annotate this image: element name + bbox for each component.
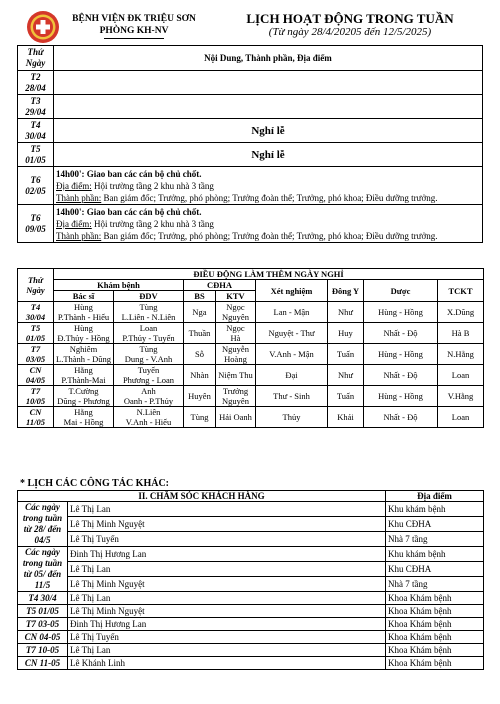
location-cell: Khoa Khám bệnh [386, 644, 484, 657]
ddv-cell [114, 365, 184, 386]
care-body [18, 502, 484, 670]
day-cell [18, 302, 54, 323]
ktv-cell-line1: Ngọc [226, 323, 245, 333]
location-text: Hội trường tầng 2 khu nhà 3 tầng [91, 180, 214, 191]
ddv-cell-line1: N.Liên [136, 407, 161, 417]
bac-si-cell-line1: T.Cường [68, 386, 99, 396]
day-cell-line2: 04/05 [25, 375, 46, 385]
col-dong-y: Đông Y [328, 280, 364, 302]
xet-nghiem-cell: Thư - Sinh [256, 386, 328, 407]
roster-title: ĐIỀU ĐỘNG LÀM THÊM NGÀY NGHỈ [54, 269, 484, 280]
day-cell-line2: 01/05 [25, 333, 46, 343]
group-cdha: CĐHA [184, 280, 256, 291]
bac-si-cell [54, 344, 114, 365]
ddv-cell-line1: Tùng [139, 344, 158, 354]
care-row [18, 517, 484, 532]
day-cell [18, 167, 54, 205]
duoc-cell: Hùng - Hồng [364, 302, 438, 323]
ddv-cell [114, 344, 184, 365]
bac-si-cell-line2: P.Thành - Hiếu [57, 312, 110, 322]
ddv-cell [114, 323, 184, 344]
participants-label: Thành phần: [56, 192, 102, 203]
duoc-cell: Nhất - Độ [364, 365, 438, 386]
date-label: 30/04 [25, 130, 46, 141]
day-cell [18, 71, 54, 95]
day-cell [18, 323, 54, 344]
location-cell: Khoa Khám bệnh [386, 592, 484, 605]
staff-name-cell: Lê Thị Lan [68, 562, 386, 577]
dong-y-cell: Như [328, 365, 364, 386]
ddv-cell-line2: P.Thủy - Tuyến [122, 333, 175, 343]
care-row [18, 631, 484, 644]
activity-time: 14h00': Giao ban các cán bộ chủ chốt. [56, 206, 202, 217]
bac-si-cell-line2: Đ.Thủy - Hồng [57, 333, 110, 343]
col-section-header: II. CHĂM SÓC KHÁCH HÀNG [18, 491, 386, 502]
tckt-cell: X.Dũng [438, 302, 484, 323]
hospital-logo [26, 10, 60, 44]
day-cell [18, 386, 54, 407]
bac-si-cell [54, 407, 114, 428]
ktv-cell [216, 344, 256, 365]
ktv-cell: Hải Oanh [216, 407, 256, 428]
date-cell: T7 03-05 [18, 618, 68, 631]
bac-si-cell [54, 323, 114, 344]
ktv-cell [216, 386, 256, 407]
duoc-cell: Nhất - Độ [364, 407, 438, 428]
care-row [18, 592, 484, 605]
location-text: Hội trường tầng 2 khu nhà 3 tầng [91, 218, 214, 229]
group-kham-benh: Khám bệnh [54, 280, 184, 291]
bs-cell: Huyên [184, 386, 216, 407]
location-label: Địa điểm: [56, 218, 92, 229]
sub-bs: BS [184, 291, 216, 302]
col-duoc: Dược [364, 280, 438, 302]
bac-si-cell [54, 386, 114, 407]
care-row [18, 618, 484, 631]
location-cell: Nhà 7 tầng [386, 532, 484, 547]
roster-row [18, 344, 484, 365]
ddv-cell-line2: Phương - Loan [122, 375, 175, 385]
location-cell: Khu khám bệnh [386, 502, 484, 517]
day-cell-line2: 11/05 [26, 417, 45, 427]
bs-cell: Tùng [184, 407, 216, 428]
staff-name-cell: Lê Thị Minh Nguyệt [68, 605, 386, 618]
day-cell [18, 95, 54, 119]
xet-nghiem-cell: V.Anh - Mận [256, 344, 328, 365]
col-xet-nghiem: Xét nghiệm [256, 280, 328, 302]
roster-row [18, 302, 484, 323]
participants-text: Ban giám đốc; Trưởng, phó phòng; Trưởng đoàn thể; Trưởng, phó khoa; Điều dưỡng trưởng. [101, 192, 438, 203]
ktv-cell-line1: Ngọc [226, 302, 245, 312]
col-day-header: Thứ Ngày [18, 269, 54, 302]
location-cell: Nhà 7 tầng [386, 577, 484, 592]
roster-row [18, 386, 484, 407]
bac-si-cell-line1: Hằng [74, 365, 93, 375]
day-label: T4 [30, 119, 41, 130]
ktv-cell-line2: Nguyên [222, 312, 249, 322]
staff-name-cell: Lê Thị Lan [68, 644, 386, 657]
date-cell: T4 30/4 [18, 592, 68, 605]
bac-si-cell-line1: Nghiêm [69, 344, 98, 354]
day-cell-line1: T7 [30, 344, 41, 354]
ktv-cell-line2: Hà [230, 333, 241, 343]
xet-nghiem-cell: Đại [256, 365, 328, 386]
staff-name-cell: Lê Thị Minh Nguyệt [68, 577, 386, 592]
dong-y-cell: Như [328, 302, 364, 323]
bac-si-cell-line2: P.Thành-Mai [61, 375, 106, 385]
care-row [18, 547, 484, 562]
col-tckt: TCKT [438, 280, 484, 302]
roster-group-row [18, 280, 484, 291]
location-cell: Khu CĐHA [386, 517, 484, 532]
staff-name-cell: Lê Khánh Linh [68, 657, 386, 670]
xet-nghiem-cell: Lan - Mận [256, 302, 328, 323]
department-name: PHÒNG KH-NV [99, 26, 169, 36]
care-row [18, 562, 484, 577]
xet-nghiem-cell: Nguyệt - Thư [256, 323, 328, 344]
duoc-cell: Hùng - Hồng [364, 344, 438, 365]
bs-cell: Sỗ [184, 344, 216, 365]
staff-name-cell: Đinh Thị Hương Lan [68, 547, 386, 562]
bac-si-cell-line2: Dũng - Phương [57, 396, 110, 406]
care-header-row [18, 491, 484, 502]
hospital-header [64, 13, 204, 39]
date-label: 28/04 [25, 82, 46, 93]
care-row [18, 644, 484, 657]
date-label: 09/05 [25, 223, 46, 234]
day-cell [18, 205, 54, 243]
date-cell: CN 04-05 [18, 631, 68, 644]
ddv-cell [114, 302, 184, 323]
location-cell: Khu CĐHA [386, 562, 484, 577]
day-cell-line2: 30/04 [25, 312, 46, 322]
sub-ddv: ĐDV [114, 291, 184, 302]
tckt-cell: Hà B [438, 323, 484, 344]
ddv-cell-line2: V.Anh - Hiếu [125, 417, 172, 427]
tckt-cell: Loan [438, 365, 484, 386]
duoc-cell: Hùng - Hồng [364, 386, 438, 407]
location-cell: Khoa Khám bệnh [386, 605, 484, 618]
tckt-cell: V.Hằng [438, 386, 484, 407]
staff-name-cell: Đinh Thị Hương Lan [68, 618, 386, 631]
staff-name-cell: Lê Thị Lan [68, 502, 386, 517]
day-cell-line1: T4 [30, 302, 41, 312]
ddv-cell-line1: Loan [139, 323, 158, 333]
ktv-cell-line1: Nguyễn [222, 344, 249, 354]
content-cell [54, 95, 483, 119]
schedule-row [18, 95, 483, 119]
participants-text: Ban giám đốc; Trưởng, phó phòng; Trưởng đoàn thể; Trưởng, phó khoa; Điều dưỡng trưởng. [101, 230, 438, 241]
staff-name-cell: Lê Thị Lan [68, 592, 386, 605]
date-label: 29/04 [25, 106, 46, 117]
ddv-cell-line1: Anh [141, 386, 156, 396]
care-row [18, 532, 484, 547]
holiday-cell: Nghỉ lễ [54, 119, 483, 143]
care-row [18, 502, 484, 517]
page-subtitle: (Từ ngày 28/4/20205 đến 12/5/2025) [268, 26, 432, 38]
roster-row [18, 323, 484, 344]
dong-y-cell: Khải [328, 407, 364, 428]
weekly-schedule-table [17, 45, 483, 243]
ddv-cell-line2: Dung - V.Anh [124, 354, 173, 364]
location-cell: Khoa Khám bệnh [386, 657, 484, 670]
staff-name-cell: Lê Thị Tuyến [68, 532, 386, 547]
date-label: 02/05 [25, 185, 46, 196]
staff-name-cell: Lê Thị Tuyến [68, 631, 386, 644]
col-day-header: Thứ Ngày [18, 46, 54, 71]
bs-cell: Nga [184, 302, 216, 323]
day-cell [18, 119, 54, 143]
activity-cell [54, 167, 483, 205]
ktv-cell-line1: Trưởng [222, 386, 249, 396]
location-cell: Khoa Khám bệnh [386, 631, 484, 644]
roster-row [18, 365, 484, 386]
day-cell-line1: T7 [30, 386, 41, 396]
date-range-cell: Các ngày trong tuần từ 28/ đến 04/5 [18, 502, 68, 547]
day-label: T2 [30, 71, 41, 82]
day-cell-line1: CN [29, 407, 42, 417]
customer-care-table [17, 490, 484, 670]
day-label: T6 [30, 174, 41, 185]
roster-row [18, 407, 484, 428]
date-cell: T7 10-05 [18, 644, 68, 657]
ktv-cell: Niệm Thu [216, 365, 256, 386]
roster-body [18, 302, 484, 428]
location-label: Địa điểm: [56, 180, 92, 191]
day-label: T6 [30, 212, 41, 223]
date-label: 01/05 [25, 154, 46, 165]
location-cell: Khu khám bệnh [386, 547, 484, 562]
day-cell-line1: CN [29, 365, 42, 375]
location-cell: Khoa Khám bệnh [386, 618, 484, 631]
ddv-cell [114, 386, 184, 407]
bac-si-cell [54, 302, 114, 323]
hospital-name: BỆNH VIỆN ĐK TRIỆU SƠN [72, 14, 196, 24]
page-title: LỊCH HOẠT ĐỘNG TRONG TUẦN [246, 11, 454, 26]
ktv-cell [216, 323, 256, 344]
date-range-cell: Các ngày trong tuần từ 05/ đến 11/5 [18, 547, 68, 592]
care-row [18, 605, 484, 618]
date-cell: T5 01/05 [18, 605, 68, 618]
ddv-cell-line2: L.Liên - N.Liên [121, 312, 176, 322]
ddv-cell-line2: Oanh - P.Thủy [123, 396, 174, 406]
bac-si-cell-line2: L.Thành - Dũng [56, 354, 112, 364]
day-cell [18, 407, 54, 428]
col-location-header: Địa điểm [386, 491, 484, 502]
schedule-row [18, 71, 483, 95]
ddv-cell [114, 407, 184, 428]
day-cell [18, 344, 54, 365]
care-row [18, 657, 484, 670]
staff-name-cell: Lê Thị Minh Nguyệt [68, 517, 386, 532]
bac-si-cell-line1: Hằng [74, 407, 93, 417]
sub-ktv: KTV [216, 291, 256, 302]
content-cell [54, 71, 483, 95]
roster-title-row [18, 269, 484, 280]
bac-si-cell-line2: Mai - Hồng [63, 417, 104, 427]
bs-cell: Nhàn [184, 365, 216, 386]
other-tasks-title: * LỊCH CÁC CÔNG TÁC KHÁC: [20, 478, 169, 489]
bac-si-cell [54, 365, 114, 386]
schedule-header-row [18, 46, 483, 71]
activity-time: 14h00': Giao ban các cán bộ chủ chốt. [56, 168, 202, 179]
tckt-cell: N.Hằng [438, 344, 484, 365]
ktv-cell-line2: Nguyên [222, 396, 249, 406]
day-label: T5 [30, 143, 41, 154]
tckt-cell: Loan [438, 407, 484, 428]
header-underline [104, 38, 164, 39]
bs-cell: Thuần [184, 323, 216, 344]
day-cell [18, 143, 54, 167]
bac-si-cell-line1: Hùng [74, 323, 93, 333]
day-cell-line1: T5 [30, 323, 41, 333]
dong-y-cell: Tuấn [328, 386, 364, 407]
schedule-row [18, 205, 483, 243]
sub-bac-si: Bác sĩ [54, 291, 114, 302]
ddv-cell-line1: Tùng [139, 302, 158, 312]
holiday-cell: Nghỉ lễ [54, 143, 483, 167]
bac-si-cell-line1: Hùng [74, 302, 93, 312]
participants-label: Thành phần: [56, 230, 102, 241]
date-cell: CN 11-05 [18, 657, 68, 670]
activity-cell [54, 205, 483, 243]
care-row [18, 577, 484, 592]
duoc-cell: Nhất - Độ [364, 323, 438, 344]
ktv-cell [216, 302, 256, 323]
day-cell-line2: 03/05 [25, 354, 46, 364]
schedule-row [18, 167, 483, 205]
xet-nghiem-cell: Thủy [256, 407, 328, 428]
col-content-header: Nội Dung, Thành phần, Địa điểm [54, 46, 483, 71]
dong-y-cell: Huy [328, 323, 364, 344]
schedule-row [18, 119, 483, 143]
ktv-cell-line2: Hoàng [224, 354, 247, 364]
ddv-cell-line1: Tuyến [137, 365, 160, 375]
day-cell [18, 365, 54, 386]
dong-y-cell: Tuấn [328, 344, 364, 365]
schedule-row [18, 143, 483, 167]
day-label: T3 [30, 95, 41, 106]
holiday-roster-table [17, 268, 484, 428]
day-cell-line2: 10/05 [25, 396, 46, 406]
